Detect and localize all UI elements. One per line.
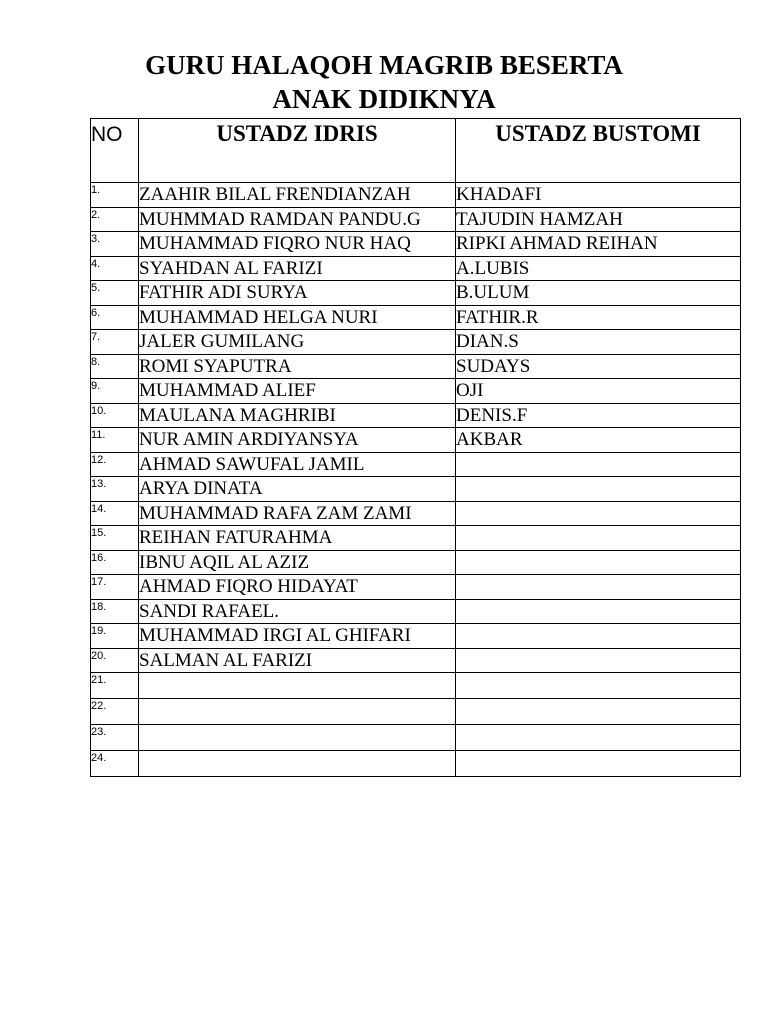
student-name-bustomi: DENIS.F (456, 403, 741, 428)
table-row (91, 354, 741, 379)
table-row (91, 281, 741, 306)
student-name-bustomi: AKBAR (456, 428, 741, 453)
document-title-line-2: ANAK DIDIKNYA (272, 84, 496, 114)
header-ustadz-bustomi: USTADZ BUSTOMI (456, 119, 741, 183)
student-name-bustomi (456, 477, 741, 502)
row-number: 13. (91, 477, 139, 502)
student-name-idris: MUHAMMAD HELGA NURI (139, 305, 456, 330)
student-name-idris: MUHAMMAD FIQRO NUR HAQ (139, 232, 456, 257)
student-name-bustomi: SUDAYS (456, 354, 741, 379)
student-name-bustomi: KHADAFI (456, 183, 741, 208)
student-name-idris: SANDI RAFAEL. (139, 599, 456, 624)
table-row (91, 751, 741, 777)
table-row (91, 575, 741, 600)
table-row (91, 305, 741, 330)
student-name-bustomi: FATHIR.R (456, 305, 741, 330)
student-name-idris: SALMAN AL FARIZI (139, 648, 456, 673)
student-name-bustomi (456, 575, 741, 600)
student-name-idris (139, 673, 456, 699)
row-number: 12. (91, 452, 139, 477)
row-number: 6. (91, 305, 139, 330)
table-row (91, 256, 741, 281)
student-name-idris: MUHAMMAD IRGI AL GHIFARI (139, 624, 456, 649)
table-row (91, 477, 741, 502)
student-name-bustomi (456, 725, 741, 751)
student-name-idris: AHMAD FIQRO HIDAYAT (139, 575, 456, 600)
row-number: 22. (91, 699, 139, 725)
row-number: 10. (91, 403, 139, 428)
student-name-idris: FATHIR ADI SURYA (139, 281, 456, 306)
table-row (91, 550, 741, 575)
student-roster-table (90, 118, 741, 777)
table-header-row (91, 119, 741, 183)
student-name-bustomi: DIAN.S (456, 330, 741, 355)
row-number: 8. (91, 354, 139, 379)
table-row (91, 428, 741, 453)
student-name-bustomi (456, 599, 741, 624)
document-title (0, 48, 768, 116)
student-name-idris: JALER GUMILANG (139, 330, 456, 355)
header-ustadz-idris: USTADZ IDRIS (139, 119, 456, 183)
student-name-idris: MUHMMAD RAMDAN PANDU.G (139, 207, 456, 232)
student-name-idris: IBNU AQIL AL AZIZ (139, 550, 456, 575)
student-name-idris: ROMI SYAPUTRA (139, 354, 456, 379)
row-number: 21. (91, 673, 139, 699)
student-name-idris: ZAAHIR BILAL FRENDIANZAH (139, 183, 456, 208)
student-name-bustomi: B.ULUM (456, 281, 741, 306)
student-name-bustomi (456, 699, 741, 725)
student-name-bustomi (456, 550, 741, 575)
student-name-bustomi: OJI (456, 379, 741, 404)
student-name-idris: AHMAD SAWUFAL JAMIL (139, 452, 456, 477)
student-name-idris: REIHAN FATURAHMA (139, 526, 456, 551)
row-number: 1. (91, 183, 139, 208)
table-row (91, 725, 741, 751)
student-name-bustomi (456, 501, 741, 526)
student-name-bustomi (456, 624, 741, 649)
row-number: 16. (91, 550, 139, 575)
student-name-bustomi (456, 648, 741, 673)
student-name-bustomi: TAJUDIN HAMZAH (456, 207, 741, 232)
student-name-idris (139, 699, 456, 725)
student-name-idris: MAULANA MAGHRIBI (139, 403, 456, 428)
student-name-idris: MUHAMMAD ALIEF (139, 379, 456, 404)
table-row (91, 648, 741, 673)
table-row (91, 673, 741, 699)
table-row (91, 403, 741, 428)
row-number: 11. (91, 428, 139, 453)
row-number: 17. (91, 575, 139, 600)
header-number: NO (91, 119, 139, 183)
row-number: 18. (91, 599, 139, 624)
student-name-bustomi (456, 526, 741, 551)
table-row (91, 232, 741, 257)
student-name-idris: MUHAMMAD RAFA ZAM ZAMI (139, 501, 456, 526)
student-name-bustomi (456, 452, 741, 477)
row-number: 23. (91, 725, 139, 751)
row-number: 3. (91, 232, 139, 257)
table-row (91, 207, 741, 232)
document-title-line-1: GURU HALAQOH MAGRIB BESERTA (145, 50, 623, 80)
student-name-idris (139, 751, 456, 777)
row-number: 5. (91, 281, 139, 306)
table-row (91, 501, 741, 526)
student-name-idris: NUR AMIN ARDIYANSYA (139, 428, 456, 453)
row-number: 7. (91, 330, 139, 355)
table-row (91, 330, 741, 355)
row-number: 9. (91, 379, 139, 404)
table-row (91, 599, 741, 624)
student-name-bustomi (456, 673, 741, 699)
row-number: 2. (91, 207, 139, 232)
table-row (91, 379, 741, 404)
student-name-idris (139, 725, 456, 751)
row-number: 24. (91, 751, 139, 777)
row-number: 4. (91, 256, 139, 281)
student-name-bustomi: A.LUBIS (456, 256, 741, 281)
row-number: 15. (91, 526, 139, 551)
student-name-bustomi: RIPKI AHMAD REIHAN (456, 232, 741, 257)
table-row (91, 699, 741, 725)
table-row (91, 183, 741, 208)
table-row (91, 526, 741, 551)
student-name-idris: SYAHDAN AL FARIZI (139, 256, 456, 281)
row-number: 20. (91, 648, 139, 673)
row-number: 14. (91, 501, 139, 526)
table-row (91, 624, 741, 649)
student-name-bustomi (456, 751, 741, 777)
table-row (91, 452, 741, 477)
row-number: 19. (91, 624, 139, 649)
table-body (91, 183, 741, 777)
student-name-idris: ARYA DINATA (139, 477, 456, 502)
